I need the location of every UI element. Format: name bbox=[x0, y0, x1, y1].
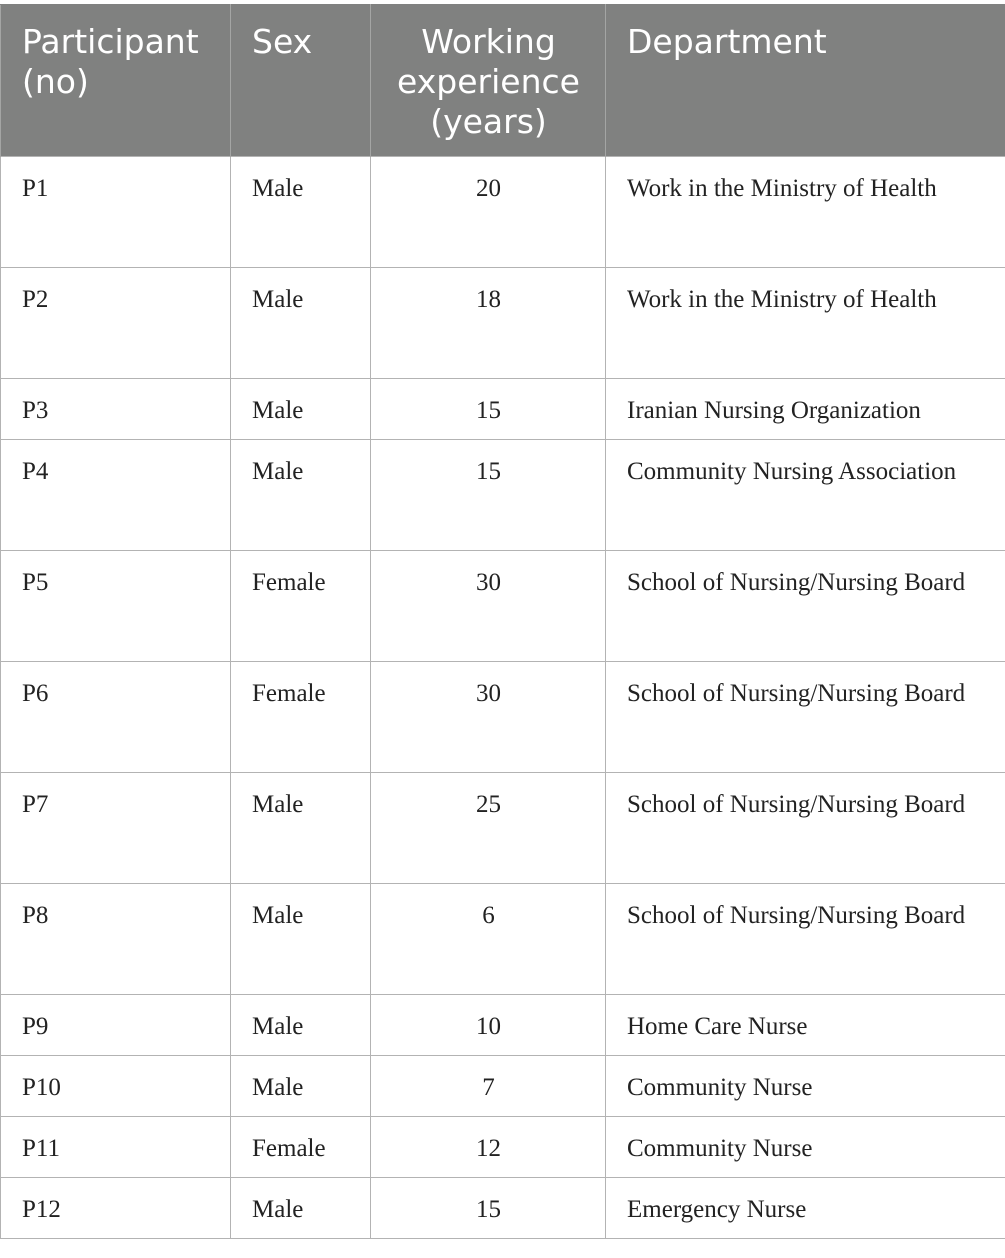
cell-sex: Male bbox=[231, 1056, 371, 1117]
cell-experience: 6 bbox=[371, 884, 606, 995]
cell-department: Community Nurse bbox=[606, 1056, 1005, 1117]
cell-sex: Male bbox=[231, 773, 371, 884]
table-row bbox=[1, 1117, 1005, 1178]
cell-participant: P5 bbox=[1, 551, 231, 662]
cell-department: School of Nursing/Nursing Board bbox=[606, 884, 1005, 995]
cell-department: Work in the Ministry of Health bbox=[606, 157, 1005, 268]
cell-participant: P3 bbox=[1, 379, 231, 440]
table-body bbox=[1, 157, 1005, 1239]
header-participant: Participant (no) bbox=[1, 5, 231, 157]
cell-sex: Male bbox=[231, 884, 371, 995]
cell-department: Home Care Nurse bbox=[606, 995, 1005, 1056]
table-row bbox=[1, 157, 1005, 268]
cell-sex: Male bbox=[231, 379, 371, 440]
cell-experience: 7 bbox=[371, 1056, 606, 1117]
cell-department: Community Nurse bbox=[606, 1117, 1005, 1178]
table-row bbox=[1, 884, 1005, 995]
cell-participant: P12 bbox=[1, 1178, 231, 1239]
cell-department: Community Nursing Association bbox=[606, 440, 1005, 551]
cell-department: Iranian Nursing Organization bbox=[606, 379, 1005, 440]
table-row bbox=[1, 773, 1005, 884]
cell-experience: 15 bbox=[371, 379, 606, 440]
cell-sex: Female bbox=[231, 551, 371, 662]
table-header bbox=[1, 5, 1005, 157]
cell-experience: 25 bbox=[371, 773, 606, 884]
participants-table bbox=[0, 4, 1005, 1239]
cell-participant: P9 bbox=[1, 995, 231, 1056]
cell-participant: P7 bbox=[1, 773, 231, 884]
table-row bbox=[1, 268, 1005, 379]
header-experience: Working experience (years) bbox=[371, 5, 606, 157]
cell-participant: P10 bbox=[1, 1056, 231, 1117]
cell-experience: 15 bbox=[371, 1178, 606, 1239]
cell-participant: P1 bbox=[1, 157, 231, 268]
cell-sex: Male bbox=[231, 995, 371, 1056]
table-row bbox=[1, 995, 1005, 1056]
cell-experience: 18 bbox=[371, 268, 606, 379]
table-row bbox=[1, 1178, 1005, 1239]
cell-experience: 15 bbox=[371, 440, 606, 551]
cell-department: School of Nursing/Nursing Board bbox=[606, 551, 1005, 662]
cell-experience: 12 bbox=[371, 1117, 606, 1178]
table-row bbox=[1, 551, 1005, 662]
cell-sex: Male bbox=[231, 268, 371, 379]
cell-experience: 20 bbox=[371, 157, 606, 268]
cell-sex: Female bbox=[231, 1117, 371, 1178]
cell-sex: Male bbox=[231, 1178, 371, 1239]
cell-participant: P6 bbox=[1, 662, 231, 773]
header-sex: Sex bbox=[231, 5, 371, 157]
cell-participant: P4 bbox=[1, 440, 231, 551]
table-row bbox=[1, 379, 1005, 440]
table-row bbox=[1, 1056, 1005, 1117]
cell-participant: P8 bbox=[1, 884, 231, 995]
cell-department: School of Nursing/Nursing Board bbox=[606, 773, 1005, 884]
header-row bbox=[1, 5, 1005, 157]
cell-experience: 30 bbox=[371, 551, 606, 662]
cell-sex: Male bbox=[231, 157, 371, 268]
cell-experience: 30 bbox=[371, 662, 606, 773]
header-department: Department bbox=[606, 5, 1005, 157]
cell-department: Emergency Nurse bbox=[606, 1178, 1005, 1239]
cell-participant: P2 bbox=[1, 268, 231, 379]
cell-experience: 10 bbox=[371, 995, 606, 1056]
cell-department: School of Nursing/Nursing Board bbox=[606, 662, 1005, 773]
cell-department: Work in the Ministry of Health bbox=[606, 268, 1005, 379]
cell-participant: P11 bbox=[1, 1117, 231, 1178]
cell-sex: Female bbox=[231, 662, 371, 773]
table-row bbox=[1, 440, 1005, 551]
cell-sex: Male bbox=[231, 440, 371, 551]
table-row bbox=[1, 662, 1005, 773]
